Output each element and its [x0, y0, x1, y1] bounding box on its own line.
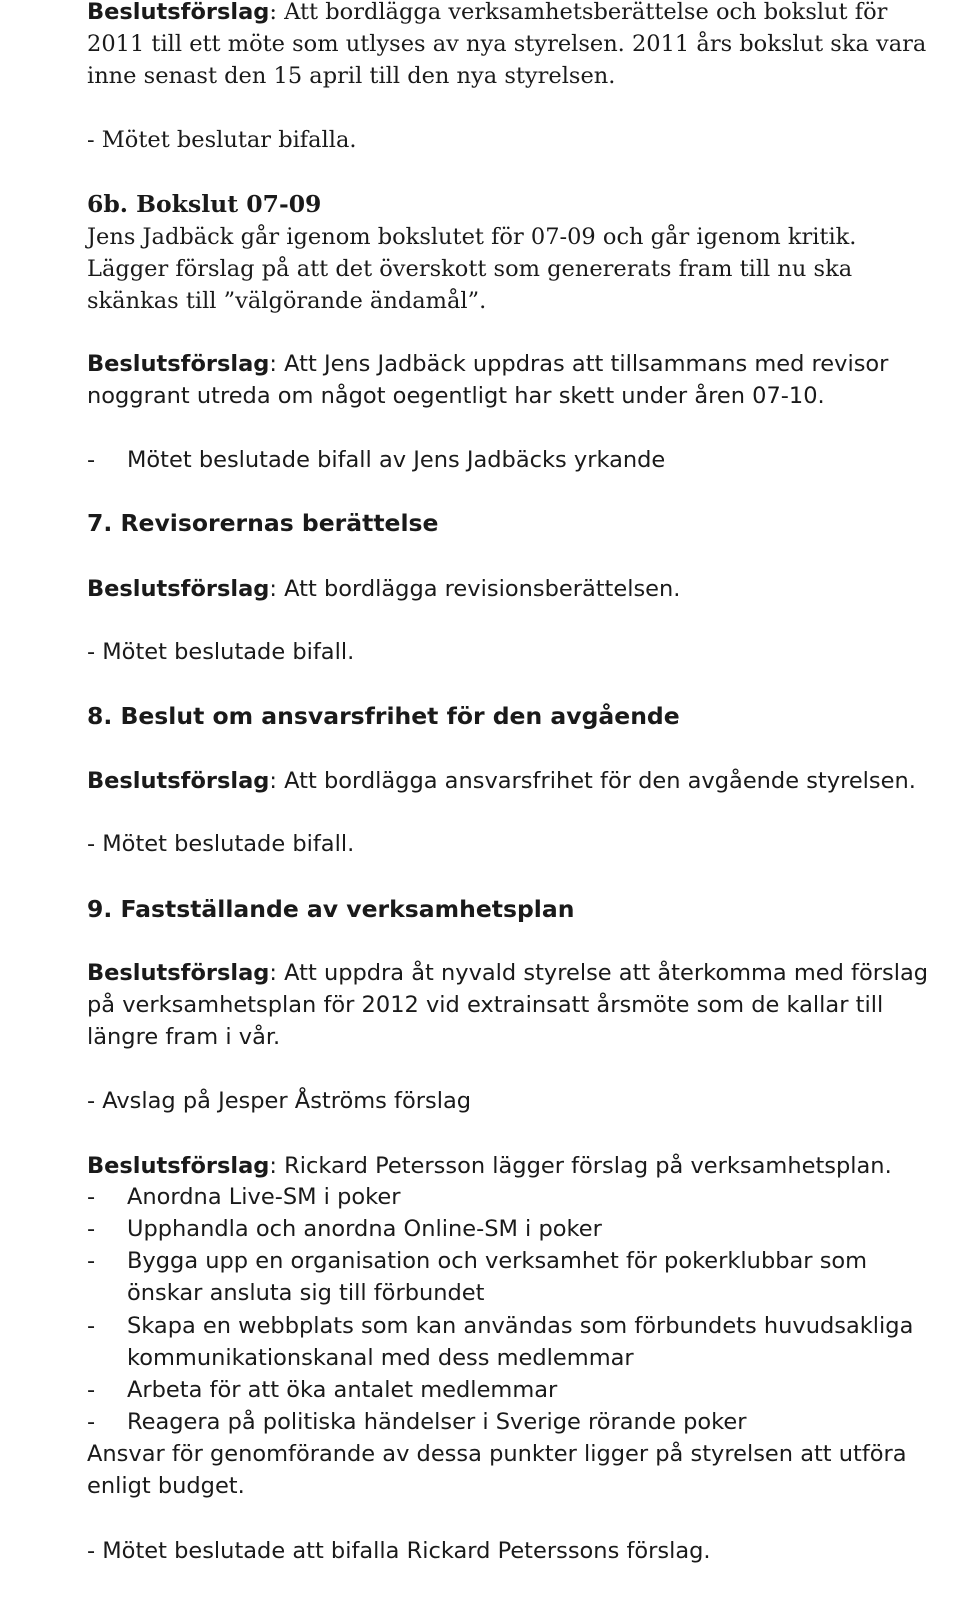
list-item-text: Reagera på politiska händelser i Sverige rörande poker — [127, 1409, 747, 1435]
dash-marker: - — [87, 1248, 96, 1274]
proposal-text: : Att bordlägga revisionsberättelsen. — [269, 576, 681, 602]
proposal-9b — [87, 1150, 947, 1182]
list-item-text: Upphandla och anordna Online-SM i poker — [127, 1216, 602, 1242]
dash-marker: - — [87, 1313, 96, 1339]
heading-7: 7. Revisorernas berättelse — [87, 509, 439, 537]
heading-6b: 6b. Bokslut 07-09 — [87, 190, 322, 218]
proposal-text: : Att uppdra åt nyvald styrelse att återkomma med förslag på verksamhetsplan för 2012 vid extrainsatt årsmöte som de kallar till längre fram i vår. — [87, 960, 929, 1050]
decision-6b — [87, 444, 947, 476]
dash-marker: - — [87, 447, 96, 473]
list-item-text: Bygga upp en organisation och verksamhet för pokerklubbar som önskar ansluta sig till förbundet — [127, 1248, 868, 1306]
dash-marker: - — [87, 1184, 96, 1210]
decision-8: - Mötet beslutade bifall. — [87, 831, 355, 857]
responsibility-9: Ansvar för genomförande av dessa punkter ligger på styrelsen att utföra enligt budget. — [87, 1441, 907, 1499]
list-item — [87, 1406, 947, 1438]
final-decision-9: - Mötet beslutade att bifalla Rickard Peterssons förslag. — [87, 1538, 711, 1564]
rejection-9: - Avslag på Jesper Åströms förslag — [87, 1088, 472, 1114]
list-item — [87, 1245, 907, 1309]
heading-9: 9. Fastställande av verksamhetsplan — [87, 895, 575, 923]
list-item — [87, 1181, 947, 1213]
proposal-text: : Att bordlägga ansvarsfrihet för den avgående styrelsen. — [269, 768, 916, 794]
proposal-text: : Att Jens Jadbäck uppdras att tillsammans med revisor noggrant utreda om något oegentligt har skett under åren 07-10. — [87, 351, 889, 409]
proposal-9a — [87, 957, 947, 1053]
proposal-6b — [87, 348, 927, 412]
dash-marker: - — [87, 1377, 96, 1403]
list-item-text: Skapa en webbplats som kan användas som förbundets huvudsakliga kommunikationskanal med dess medlemmar — [127, 1313, 914, 1371]
proposal-label: Beslutsförslag — [87, 576, 270, 602]
dash-marker: - — [87, 1216, 96, 1242]
proposal-text: : Rickard Petersson lägger förslag på verksamhetsplan. — [269, 1153, 892, 1179]
dash-marker: - — [87, 1409, 96, 1435]
decision-7: - Mötet beslutade bifall. — [87, 639, 355, 665]
proposal-6a — [87, 0, 947, 92]
proposal-8 — [87, 765, 947, 797]
proposal-text: : Att bordlägga verksamhetsberättelse och bokslut för 2011 till ett möte som utlyses av nya styrelsen. 2011 års bokslut ska vara inne senast den 15 april till den nya styrelsen. — [87, 0, 927, 89]
proposal-label: Beslutsförslag — [87, 1153, 270, 1179]
decision-6a: - Mötet beslutar bifalla. — [87, 127, 357, 153]
proposal-label: Beslutsförslag — [87, 960, 270, 986]
proposal-label: Beslutsförslag — [87, 0, 270, 25]
heading-8: 8. Beslut om ansvarsfrihet för den avgående — [87, 702, 680, 730]
proposal-label: Beslutsförslag — [87, 351, 270, 377]
list-item — [87, 1374, 947, 1406]
list-item-text: Anordna Live-SM i poker — [127, 1184, 401, 1210]
proposal-label: Beslutsförslag — [87, 768, 270, 794]
list-item — [87, 1213, 947, 1245]
proposal-7 — [87, 573, 947, 605]
list-item — [87, 1310, 947, 1374]
list-item-text: Arbeta för att öka antalet medlemmar — [127, 1377, 558, 1403]
body-6b: Jens Jadbäck går igenom bokslutet för 07-09 och går igenom kritik. Lägger förslag på att det överskott som genererats fram till nu ska skänkas till ”välgörande ändamål”. — [87, 224, 857, 314]
decision-text: Mötet beslutade bifall av Jens Jadbäcks yrkande — [127, 447, 666, 473]
